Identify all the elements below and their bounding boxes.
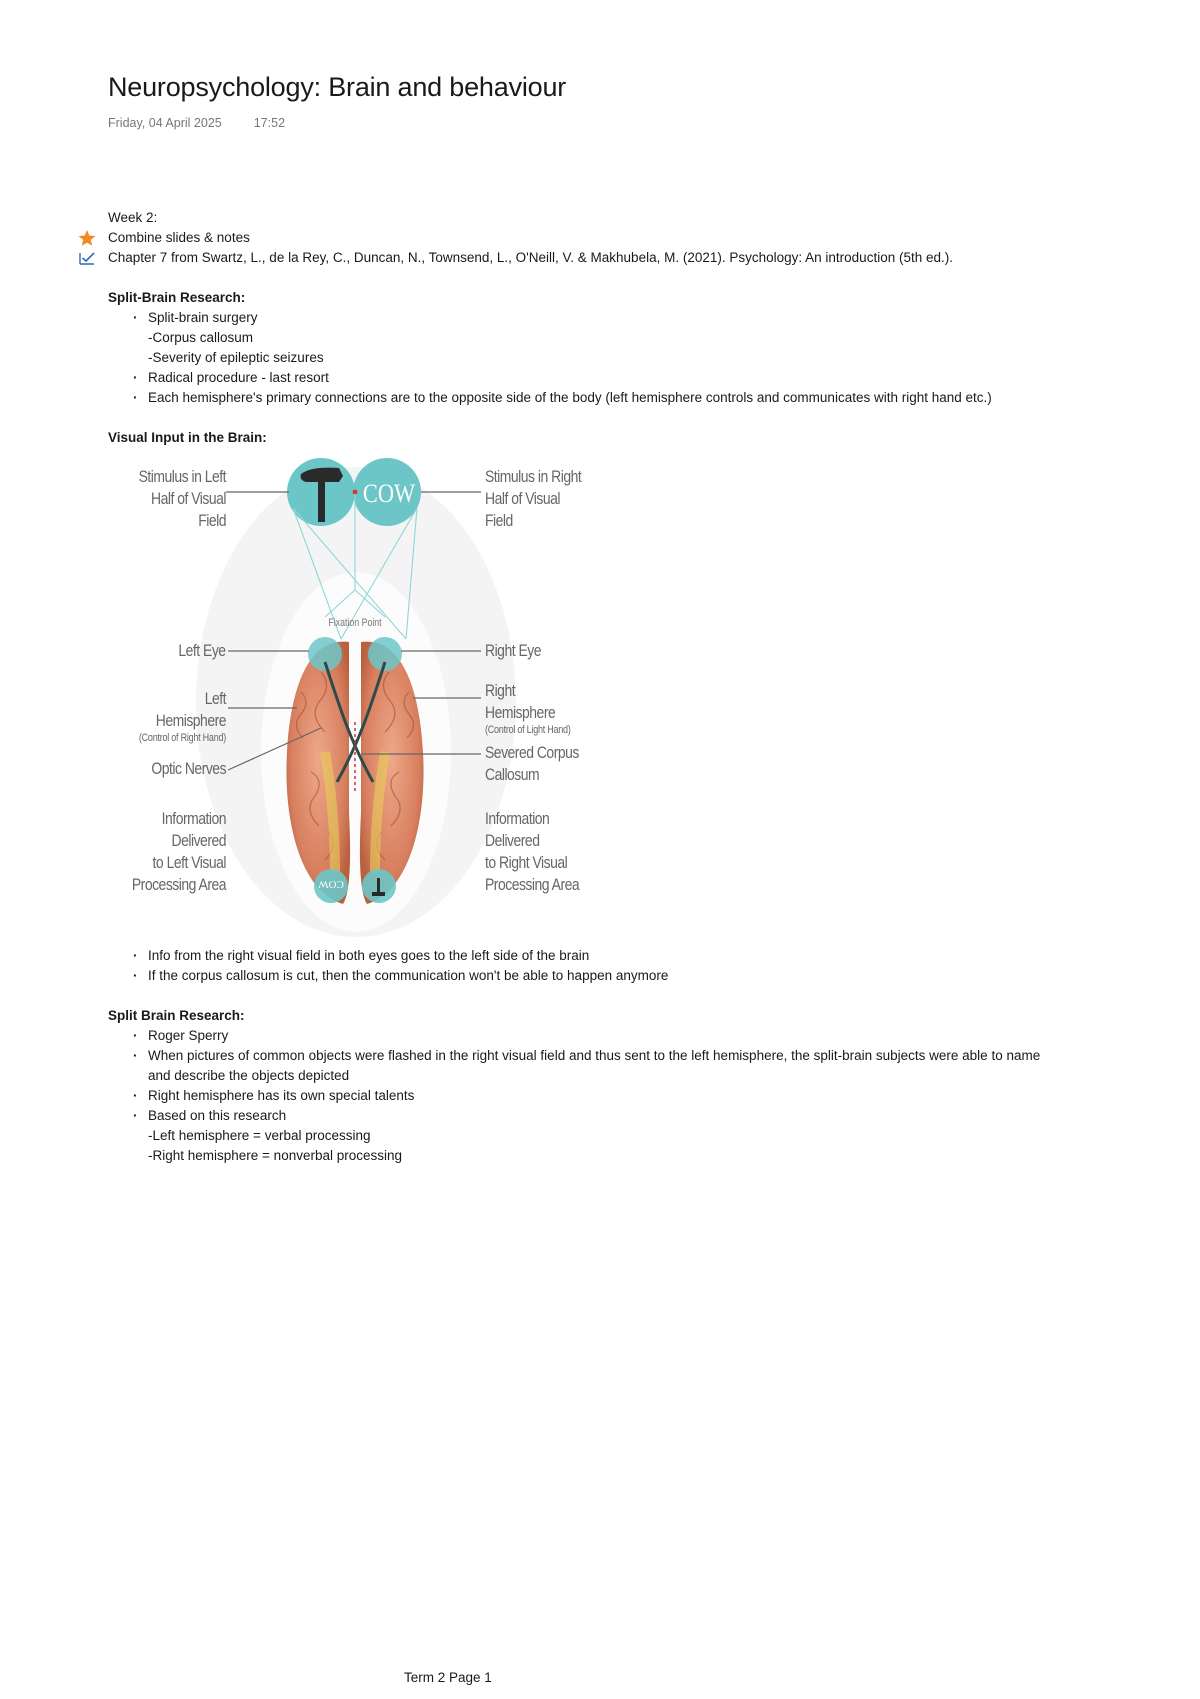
- label-info-right: Information Delivered to Right Visual Processing Area: [485, 809, 580, 894]
- sub-item: -Severity of epileptic seizures: [148, 350, 324, 365]
- list-item: · When pictures of common objects were flashed in the right visual field and thus sent to the left hemisphere, the split-brain subjects were able to name and describe the objects depicted: [148, 1046, 1048, 1086]
- week-label: Week 2:: [108, 210, 158, 225]
- label-stimulus-right: Stimulus in Right Half of Visual Field: [485, 467, 582, 530]
- todo-text-chapter: Chapter 7 from Swartz, L., de la Rey, C., Duncan, N., Townsend, L., O'Neill, V. & Makhubela, M. (2021). Psychology: An introduction (5th ed.).: [108, 250, 953, 265]
- list-item-text: Split-brain surgery: [148, 310, 258, 325]
- sub-item: -Left hemisphere = verbal processing: [148, 1128, 371, 1143]
- note-body[interactable]: [108, 208, 1048, 1166]
- label-left-eye: Left Eye: [178, 641, 226, 660]
- list-item: · Info from the right visual field in both eyes goes to the left side of the brain: [148, 946, 1048, 966]
- page-title: Neuropsychology: Brain and behaviour: [108, 72, 567, 102]
- section-heading-visual-input: Visual Input in the Brain:: [108, 430, 267, 445]
- split-brain-list: [108, 308, 1048, 328]
- label-severed-corpus: Severed Corpus Callosum: [485, 743, 579, 784]
- star-icon: [77, 229, 97, 247]
- label-right-hemisphere: Right Hemisphere (Control of Light Hand): [485, 681, 571, 736]
- todo-item-combine: [108, 228, 1048, 248]
- cow-word: COW: [362, 479, 416, 509]
- section-heading-split-brain: Split-Brain Research:: [108, 290, 246, 305]
- list-item: · Radical procedure - last resort: [148, 368, 1048, 388]
- split-brain-list-cont: [108, 368, 1048, 408]
- fixation-point-label: Fixation Point: [328, 617, 382, 630]
- sperry-list: [108, 1026, 1048, 1126]
- label-optic-nerves: Optic Nerves: [151, 759, 226, 778]
- page-timestamp: [108, 116, 285, 130]
- todo-item-chapter: [108, 248, 1048, 268]
- visual-pathway-figure: [111, 452, 611, 942]
- list-item: · Roger Sperry: [148, 1026, 1048, 1046]
- list-item: · Right hemisphere has its own special talents: [148, 1086, 1048, 1106]
- page-footer: Term 2 Page 1: [404, 1670, 492, 1685]
- sub-item: -Right hemisphere = nonverbal processing: [148, 1148, 403, 1163]
- label-info-left: Information Delivered to Left Visual Processing Area: [131, 809, 226, 894]
- page-time: 17:52: [253, 116, 286, 130]
- label-stimulus-left: Stimulus in Left Half of Visual Field: [138, 467, 226, 530]
- visual-input-list: [108, 946, 1048, 986]
- cow-small-label: COW: [318, 878, 344, 890]
- checkbox-checked-icon[interactable]: [77, 249, 97, 267]
- page-date: Friday, 04 April 2025: [108, 116, 222, 130]
- sub-item: -Corpus callosum: [148, 330, 254, 345]
- list-item: · Each hemisphere's primary connections are to the opposite side of the body (left hemisphere controls and communicates with right hand etc.): [148, 388, 1048, 408]
- list-item: · If the corpus callosum is cut, then the communication won't be able to happen anymore: [148, 966, 1048, 986]
- list-item: · Based on this research: [148, 1106, 1048, 1126]
- todo-text-combine: Combine slides & notes: [108, 230, 250, 245]
- section-heading-split-brain-2: Split Brain Research:: [108, 1008, 245, 1023]
- list-item: [148, 308, 1048, 328]
- label-left-hemisphere: Left Hemisphere (Control of Right Hand): [138, 689, 226, 744]
- label-right-eye: Right Eye: [485, 641, 542, 660]
